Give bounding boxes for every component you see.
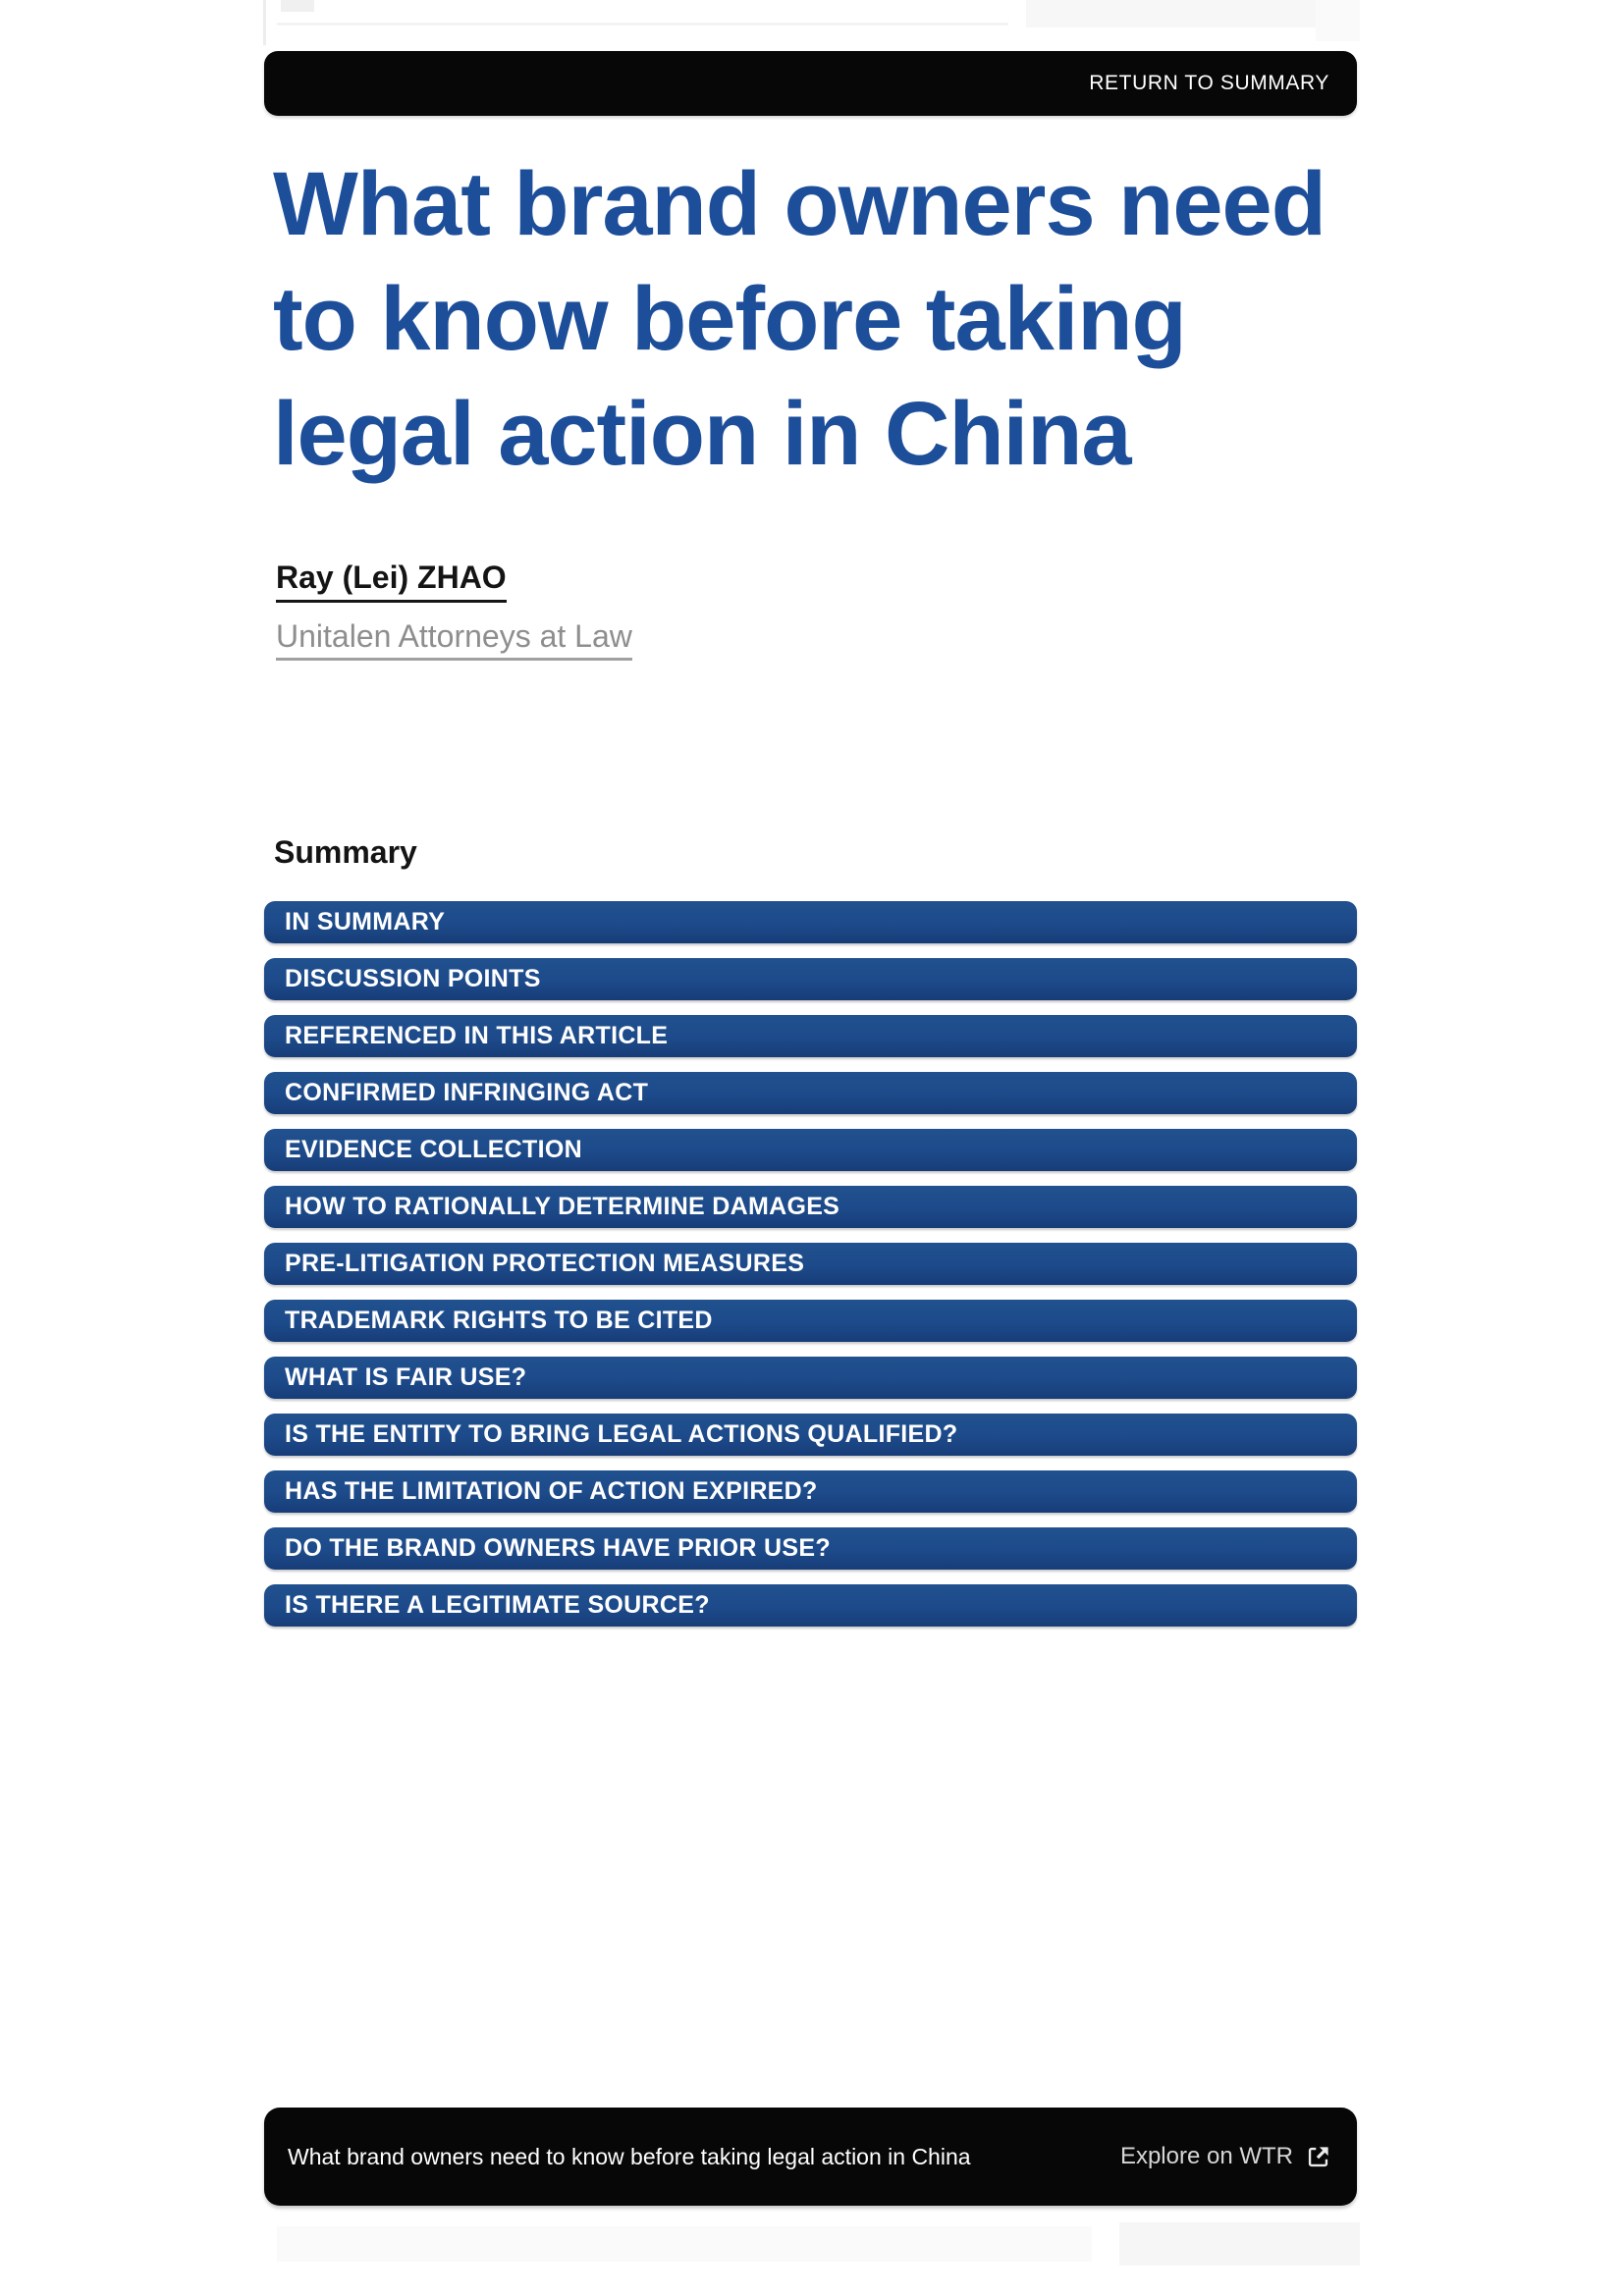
summary-item-evidence-collection[interactable]: EVIDENCE COLLECTION [264, 1129, 1357, 1171]
page-artifact [1316, 0, 1360, 41]
article-title-line: to know before taking [273, 269, 1186, 369]
explore-on-wtr-label: Explore on WTR [1119, 2143, 1293, 2169]
footer-article-title: What brand owners need to know before taking legal action in China [288, 2143, 971, 2169]
article-title [273, 147, 1382, 492]
summary-item-in-summary[interactable]: IN SUMMARY [264, 901, 1357, 943]
external-link-icon [1305, 2144, 1331, 2170]
page-artifact [277, 2226, 1092, 2262]
summary-item-limitation-expired[interactable]: HAS THE LIMITATION OF ACTION EXPIRED? [264, 1470, 1357, 1513]
affiliation [276, 618, 632, 655]
affiliation-link[interactable]: Unitalen Attorneys at Law [276, 618, 632, 661]
summary-item-discussion-points[interactable]: DISCUSSION POINTS [264, 958, 1357, 1000]
summary-item-pre-litigation-measures[interactable]: PRE-LITIGATION PROTECTION MEASURES [264, 1243, 1357, 1285]
page-artifact [1119, 2222, 1360, 2266]
page-artifact [1026, 0, 1335, 27]
page-artifact [281, 0, 314, 12]
article-title-line: legal action in China [273, 384, 1131, 484]
return-to-summary-label: RETURN TO SUMMARY [1089, 72, 1329, 94]
summary-list [264, 901, 1357, 1641]
article-title-line: What brand owners need [273, 154, 1326, 254]
author-link[interactable]: Ray (Lei) ZHAO [276, 560, 507, 603]
page-footer [264, 2108, 1357, 2206]
summary-item-trademark-rights[interactable]: TRADEMARK RIGHTS TO BE CITED [264, 1300, 1357, 1342]
page-artifact [263, 0, 266, 45]
summary-item-confirmed-infringing-act[interactable]: CONFIRMED INFRINGING ACT [264, 1072, 1357, 1114]
summary-item-legitimate-source[interactable]: IS THERE A LEGITIMATE SOURCE? [264, 1584, 1357, 1627]
return-to-summary-button[interactable] [264, 51, 1357, 116]
summary-item-fair-use[interactable]: WHAT IS FAIR USE? [264, 1357, 1357, 1399]
summary-heading: Summary [274, 834, 417, 870]
summary-item-determine-damages[interactable]: HOW TO RATIONALLY DETERMINE DAMAGES [264, 1186, 1357, 1228]
page-artifact [277, 23, 1008, 26]
summary-item-prior-use[interactable]: DO THE BRAND OWNERS HAVE PRIOR USE? [264, 1527, 1357, 1570]
summary-item-referenced-in-article[interactable]: REFERENCED IN THIS ARTICLE [264, 1015, 1357, 1057]
summary-item-entity-qualified[interactable]: IS THE ENTITY TO BRING LEGAL ACTIONS QUALIFIED? [264, 1414, 1357, 1456]
byline [276, 560, 507, 596]
explore-on-wtr-link[interactable] [1120, 2143, 1357, 2170]
